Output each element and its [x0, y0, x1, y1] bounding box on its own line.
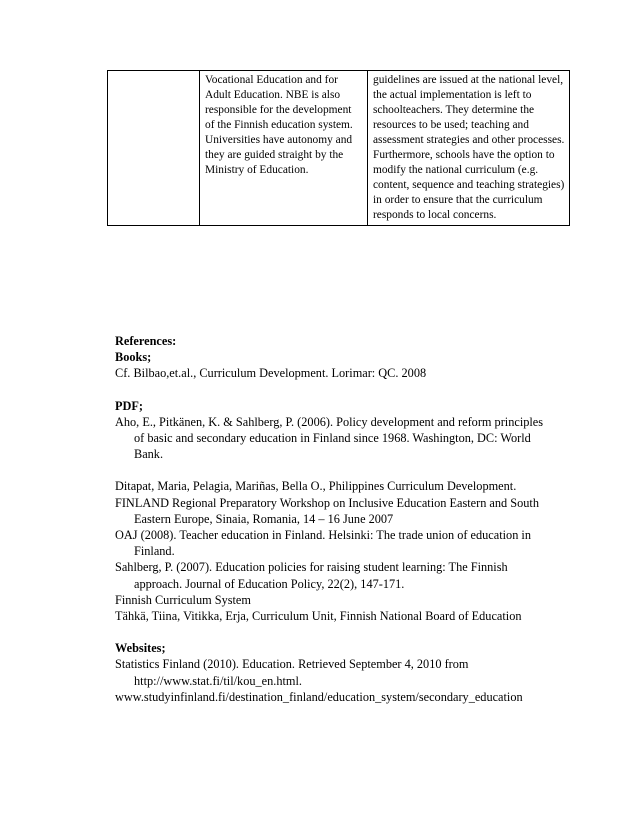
- reference-item: OAJ (2008). Teacher education in Finland. Helsinki: The trade union of education in Finland.: [115, 528, 531, 559]
- pdf-heading: PDF;: [115, 398, 143, 413]
- table-row: [108, 71, 570, 226]
- references-heading: References:: [115, 334, 177, 348]
- reference-item: Sahlberg, P. (2007). Education policies for raising student learning: The Finnish approach. Journal of Education Policy, 22(2), 147-171.: [115, 560, 508, 591]
- book-reference: Cf. Bilbao,et.al., Curriculum Development. Lorimar: QC. 2008: [115, 366, 427, 381]
- pdf-reference: Aho, E., Pitkänen, K. & Sahlberg, P. (2006). Policy development and reform principles of basic and secondary education in Finland since 1968. Washington, DC: World Bank.: [115, 414, 544, 462]
- reference-item: Tähkä, Tiina, Vitikka, Erja, Curriculum Unit, Finnish National Board of Education: [115, 609, 522, 624]
- reference-item: Ditapat, Maria, Pelagia, Mariñas, Bella O., Philippines Curriculum Development.: [115, 479, 517, 494]
- reference-item: Finnish Curriculum System: [115, 592, 251, 607]
- website-reference: Statistics Finland (2010). Education. Retrieved September 4, 2010 from http://www.stat.fi/til/kou_en.html.: [115, 657, 469, 688]
- table-cell-governance: Vocational Education and for Adult Education. NBE is also responsible for the development of the Finnish education system. Universities have autonomy and they are guided straight by the Ministry of Education.: [200, 71, 368, 226]
- references-section: [115, 333, 555, 705]
- reference-item: FINLAND Regional Preparatory Workshop on Inclusive Education Eastern and South Eastern Europe, Sinaia, Romania, 14 – 16 June 2007: [115, 495, 539, 526]
- table-cell-implementation: guidelines are issued at the national level, the actual implementation is left to schoolteachers. They determine the resources to be used; teaching and assessment strategies and other processes. Furthermore, schools have the option to modify the national curriculum (e.g. content, sequence and teaching strategies) in order to ensure that the curriculum responds to local concerns.: [368, 71, 570, 226]
- websites-heading: Websites;: [115, 641, 166, 656]
- website-reference: www.studyinfinland.fi/destination_finland/education_system/secondary_education: [115, 689, 523, 704]
- books-heading: Books;: [115, 350, 152, 365]
- comparison-table: [107, 70, 570, 226]
- table-cell-empty: [108, 71, 200, 226]
